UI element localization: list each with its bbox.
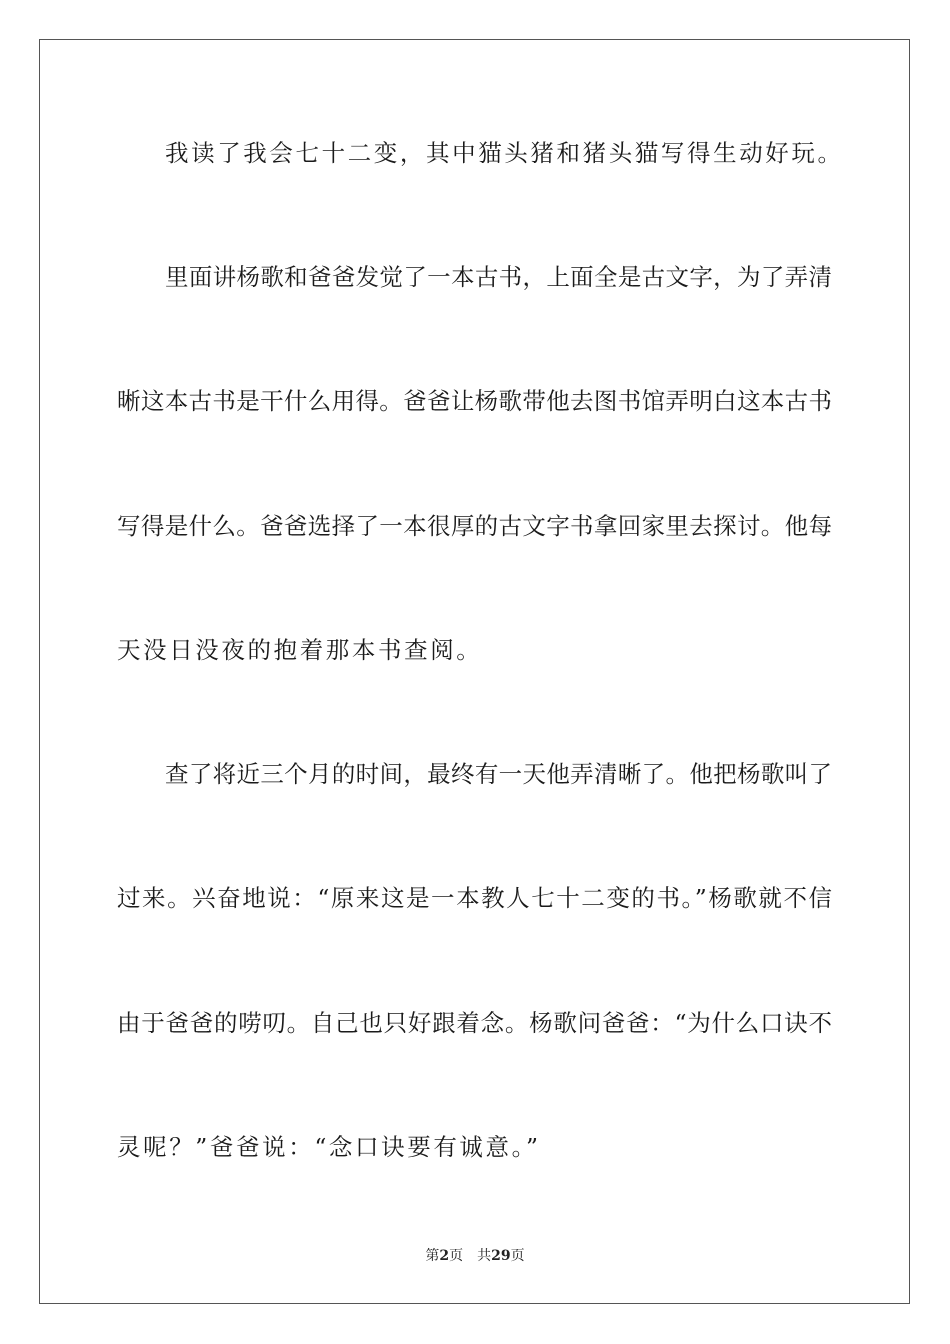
paragraph-2-line-4: 天没日没夜的抱着那本书查阅。 — [117, 636, 483, 664]
total-suffix: 页 — [510, 1248, 525, 1264]
paragraph-2-line-1: 里面讲杨歌和爸爸发觉了一本古书，上面全是古文字，为了弄清 — [165, 263, 832, 291]
page-suffix: 页 — [449, 1248, 464, 1264]
page-prefix: 第 — [425, 1248, 440, 1264]
page-number: 2 — [439, 1248, 450, 1264]
paragraph-3-line-4: 灵呢？”爸爸说：“念口诀要有诚意。” — [117, 1133, 541, 1161]
total-prefix: 共 — [477, 1248, 492, 1264]
paragraph-1-line-1: 我读了我会七十二变，其中猫头猪和猪头猫写得生动好玩。 — [165, 139, 844, 167]
total-pages: 29 — [491, 1248, 511, 1264]
paragraph-3-line-1: 查了将近三个月的时间，最终有一天他弄清晰了。他把杨歌叫了 — [165, 760, 832, 788]
paragraph-3-line-2: 过来。兴奋地说：“原来这是一本教人七十二变的书。”杨歌就不信 — [117, 884, 832, 912]
page-border — [39, 39, 910, 1304]
paragraph-3-line-3: 由于爸爸的唠叨。自己也只好跟着念。杨歌问爸爸：“为什么口诀不 — [117, 1009, 832, 1037]
paragraph-2-line-2: 晰这本古书是干什么用得。爸爸让杨歌带他去图书馆弄明白这本古书 — [117, 387, 832, 415]
page-footer — [0, 1247, 950, 1265]
paragraph-2-line-3: 写得是什么。爸爸选择了一本很厚的古文字书拿回家里去探讨。他每 — [117, 512, 832, 540]
